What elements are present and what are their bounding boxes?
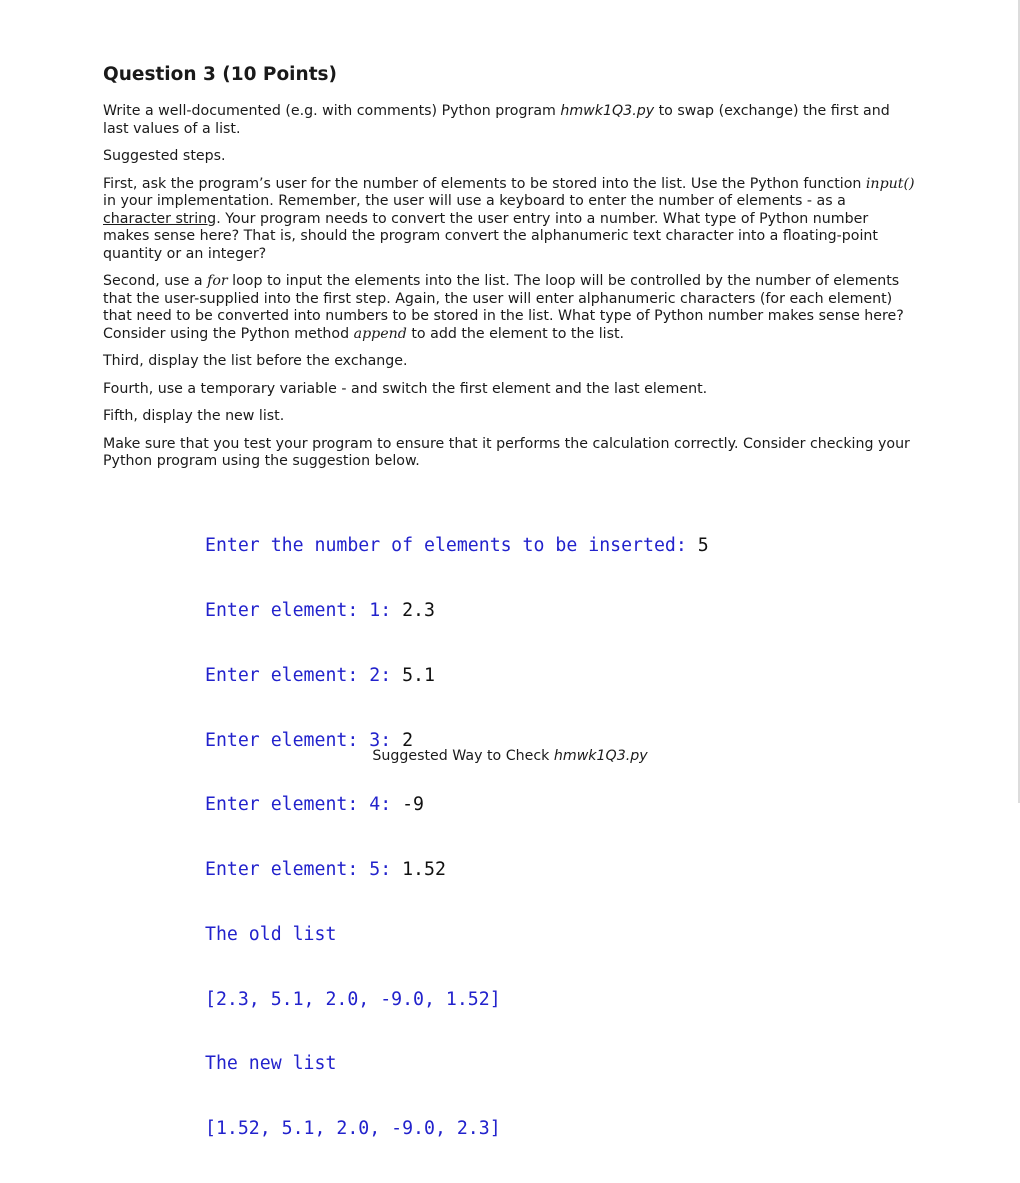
new-list-label: The new list — [205, 1053, 337, 1075]
console-line — [205, 665, 709, 687]
for-keyword: for — [207, 273, 228, 289]
step-2-text-end: to add the element to the list. — [406, 325, 625, 342]
console-input: 5.1 — [402, 664, 435, 686]
console-input: 2.3 — [402, 599, 435, 621]
console-line — [205, 794, 709, 816]
console-prompt: Enter element: 4: — [205, 794, 403, 816]
figure-caption — [0, 748, 1020, 764]
step-4-paragraph: Fourth, use a temporary variable - and switch the first element and the last element. — [103, 380, 708, 397]
character-string-link: character string — [103, 210, 217, 227]
console-input: 5 — [697, 535, 709, 557]
intro-text-end: to swap (exchange) the first and last values of a list. — [103, 103, 890, 137]
new-list-output: [1.52, 5.1, 2.0, -9.0, 2.3] — [205, 1118, 501, 1140]
caption-text: Suggested Way to Check — [372, 748, 554, 764]
step-1-text: First, ask the program’s user for the number of elements to be stored into the list. Use the Python function — [103, 175, 866, 192]
step-2-text: Second, use a — [103, 273, 208, 289]
step-2-paragraph — [103, 273, 915, 343]
question-title: Question 3 (10 Points) — [103, 64, 338, 85]
console-line — [205, 600, 709, 622]
step-2-text-mid: loop to input the elements into the list. The loop will be controlled by the number of elements that the user-supplied into the first step. Again, the user will enter alphanumeric characters (for each element) that need to be converted into numbers to be stored in the list. What type of Python number makes sense here? Consider using the Python method — [103, 273, 904, 342]
console-line — [205, 859, 709, 881]
step-1-text-mid: in your implementation. Remember, the user will use a keyboard to enter the number of elements - as a — [103, 193, 846, 209]
caption-filename: hmwk1Q3.py — [553, 748, 648, 764]
step-5-paragraph: Fifth, display the new list. — [103, 408, 285, 424]
console-prompt: Enter the number of elements to be inserted: — [205, 535, 698, 557]
question-body — [103, 103, 915, 481]
old-list-label: The old list — [205, 923, 337, 945]
old-list-output: [2.3, 5.1, 2.0, -9.0, 1.52] — [205, 988, 501, 1010]
step-3-paragraph: Third, display the list before the exchange. — [103, 353, 408, 369]
console-prompt: Enter element: 2: — [205, 664, 403, 686]
console-prompt: Enter element: 5: — [205, 859, 403, 881]
console-line — [205, 535, 709, 557]
console-prompt: Enter element: 3: — [205, 729, 403, 751]
intro-filename: hmwk1Q3.py — [560, 103, 655, 119]
console-input: 2 — [402, 729, 414, 751]
step-1-text-end: . Your program needs to convert the user entry into a number. What type of Python number makes sense here? That is, should the program convert the alphanumeric text character into a floating-point quantity or an integer? — [103, 210, 878, 262]
console-output-example — [205, 492, 709, 1183]
intro-paragraph — [103, 103, 915, 138]
intro-text: Write a well-documented (e.g. with comments) Python program — [103, 103, 561, 119]
input-function-name: input() — [865, 175, 915, 192]
console-input: 1.52 — [402, 859, 446, 881]
console-prompt: Enter element: 1: — [205, 599, 403, 621]
suggested-steps-heading: Suggested steps. — [103, 148, 226, 164]
step-1-paragraph — [103, 176, 915, 264]
closing-paragraph: Make sure that you test your program to ensure that it performs the calculation correctly. Consider checking your Python program using the suggestion below. — [103, 435, 910, 469]
console-input: -9 — [402, 794, 425, 816]
append-method-name: append — [353, 325, 407, 342]
